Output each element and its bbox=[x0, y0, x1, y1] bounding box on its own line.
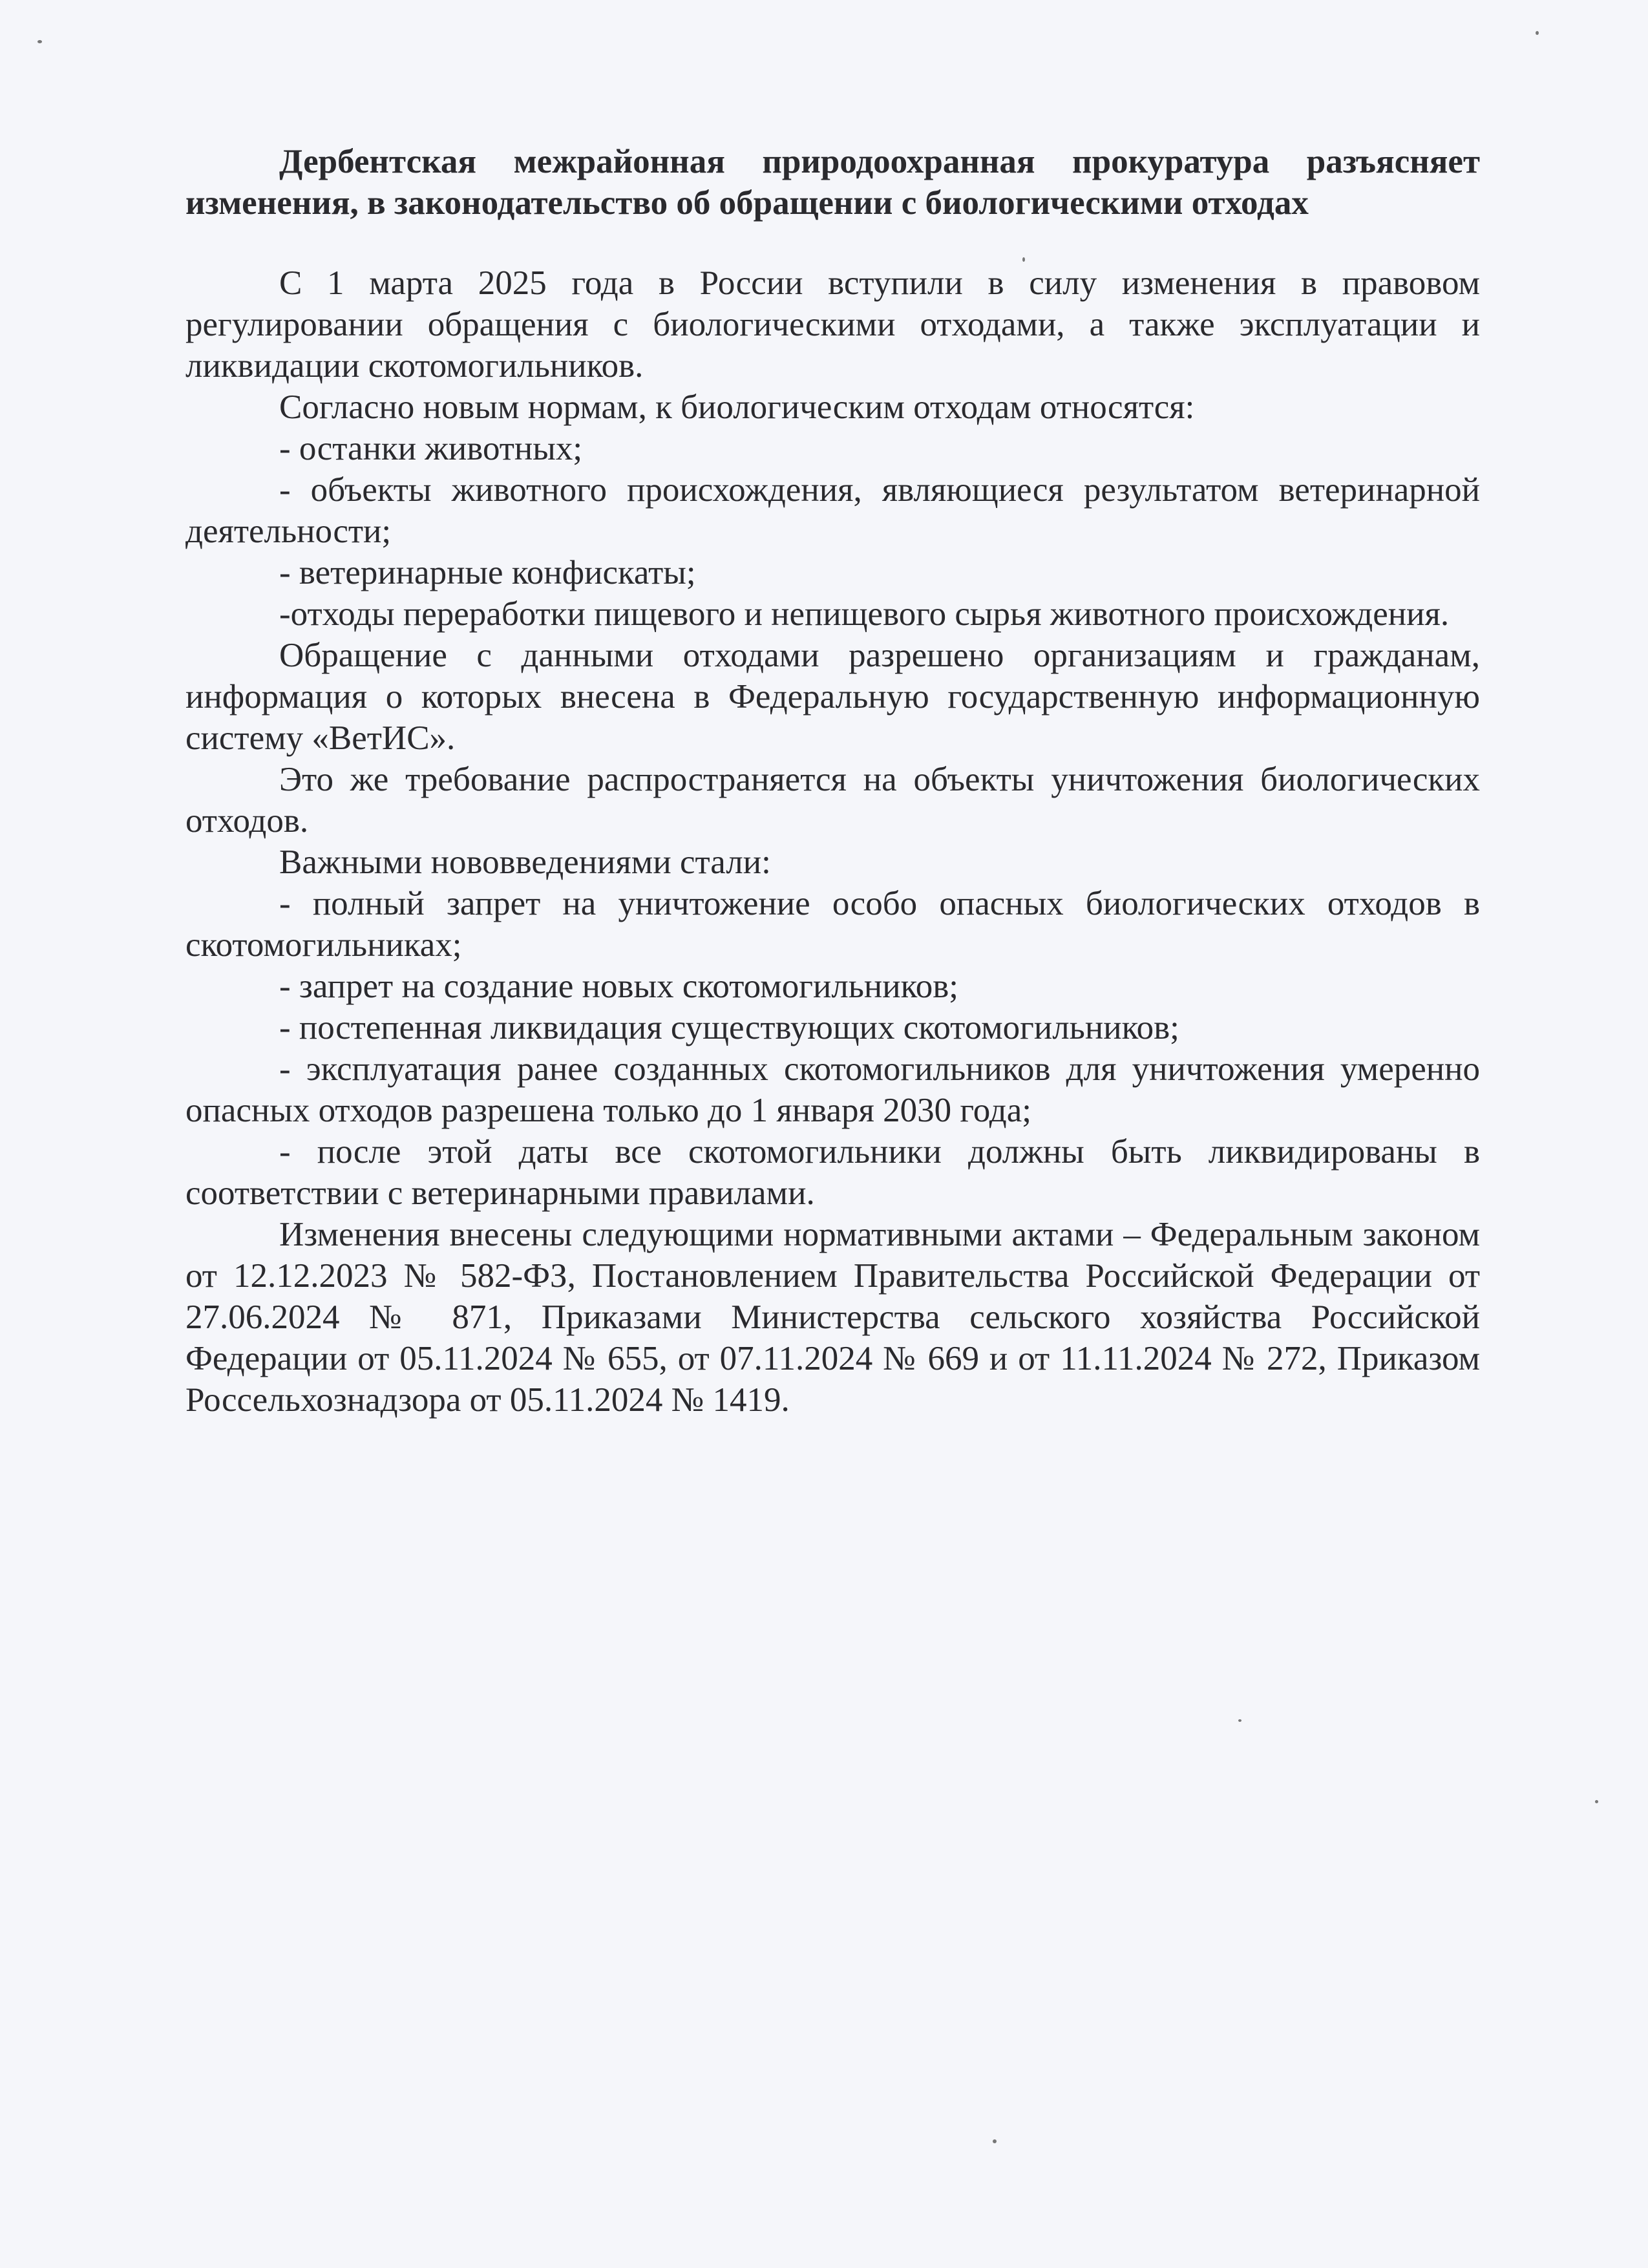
scan-speck bbox=[1238, 1719, 1241, 1722]
list-item: - постепенная ликвидация существующих скотомогильников; bbox=[279, 1009, 1179, 1046]
scan-speck bbox=[37, 40, 42, 43]
scan-speck bbox=[993, 2139, 997, 2143]
document-body bbox=[185, 141, 1480, 1421]
paragraph: Согласно новым нормам, к биологическим отходам относятся: bbox=[279, 388, 1195, 426]
list-item: - ветеринарные конфискаты; bbox=[279, 554, 696, 591]
list-item: - останки животных; bbox=[279, 430, 583, 467]
list-item: -отходы переработки пищевого и непищевого сырья животного происхождения. bbox=[279, 595, 1450, 633]
document-title: Дербентская межрайонная природоохранная прокуратура разъясняет изменения, в законодательство об обращении с биологическими отходах bbox=[185, 143, 1480, 222]
paragraph: Это же требование распространяется на объекты уничтожения биологических отходов. bbox=[185, 761, 1480, 840]
paragraph: С 1 марта 2025 года в России вступили в силу изменения в правовом регулировании обращения с биологическими отходами, а также эксплуатации и ликвидации скотомогильников. bbox=[185, 264, 1480, 385]
list-item: - после этой даты все скотомогильники должны быть ликвидированы в соответствии с ветеринарными правилами. bbox=[185, 1133, 1480, 1212]
title-spacer bbox=[185, 224, 1480, 262]
list-item: - запрет на создание новых скотомогильников; bbox=[279, 968, 958, 1005]
list-item: - объекты животного происхождения, являющиеся результатом ветеринарной деятельности; bbox=[185, 471, 1480, 550]
scan-speck bbox=[1536, 31, 1539, 35]
paragraph: Обращение с данными отходами разрешено организациям и гражданам, информация о которых внесена в Федеральную государственную информационную систему «ВетИС». bbox=[185, 637, 1480, 757]
scan-speck bbox=[1595, 1800, 1598, 1803]
list-item: - эксплуатация ранее созданных скотомогильников для уничтожения умеренно опасных отходов разрешена только до 1 января 2030 года; bbox=[185, 1050, 1480, 1129]
list-item: - полный запрет на уничтожение особо опасных биологических отходов в скотомогильниках; bbox=[185, 885, 1480, 964]
paragraph: Важными нововведениями стали: bbox=[279, 843, 771, 881]
paragraph: Изменения внесены следующими нормативными актами – Федеральным законом от 12.12.2023 № 582-ФЗ, Постановлением Правительства Российской Федерации от 27.06.2024 № 871, Приказами Министерства сельского хозяйства Российской Федерации от 05.11.2024 № 655, от 07.11.2024 № 669 и от 11.11.2024 № 272, Приказом Россельхознадзора от 05.11.2024 № 1419. bbox=[185, 1216, 1480, 1419]
